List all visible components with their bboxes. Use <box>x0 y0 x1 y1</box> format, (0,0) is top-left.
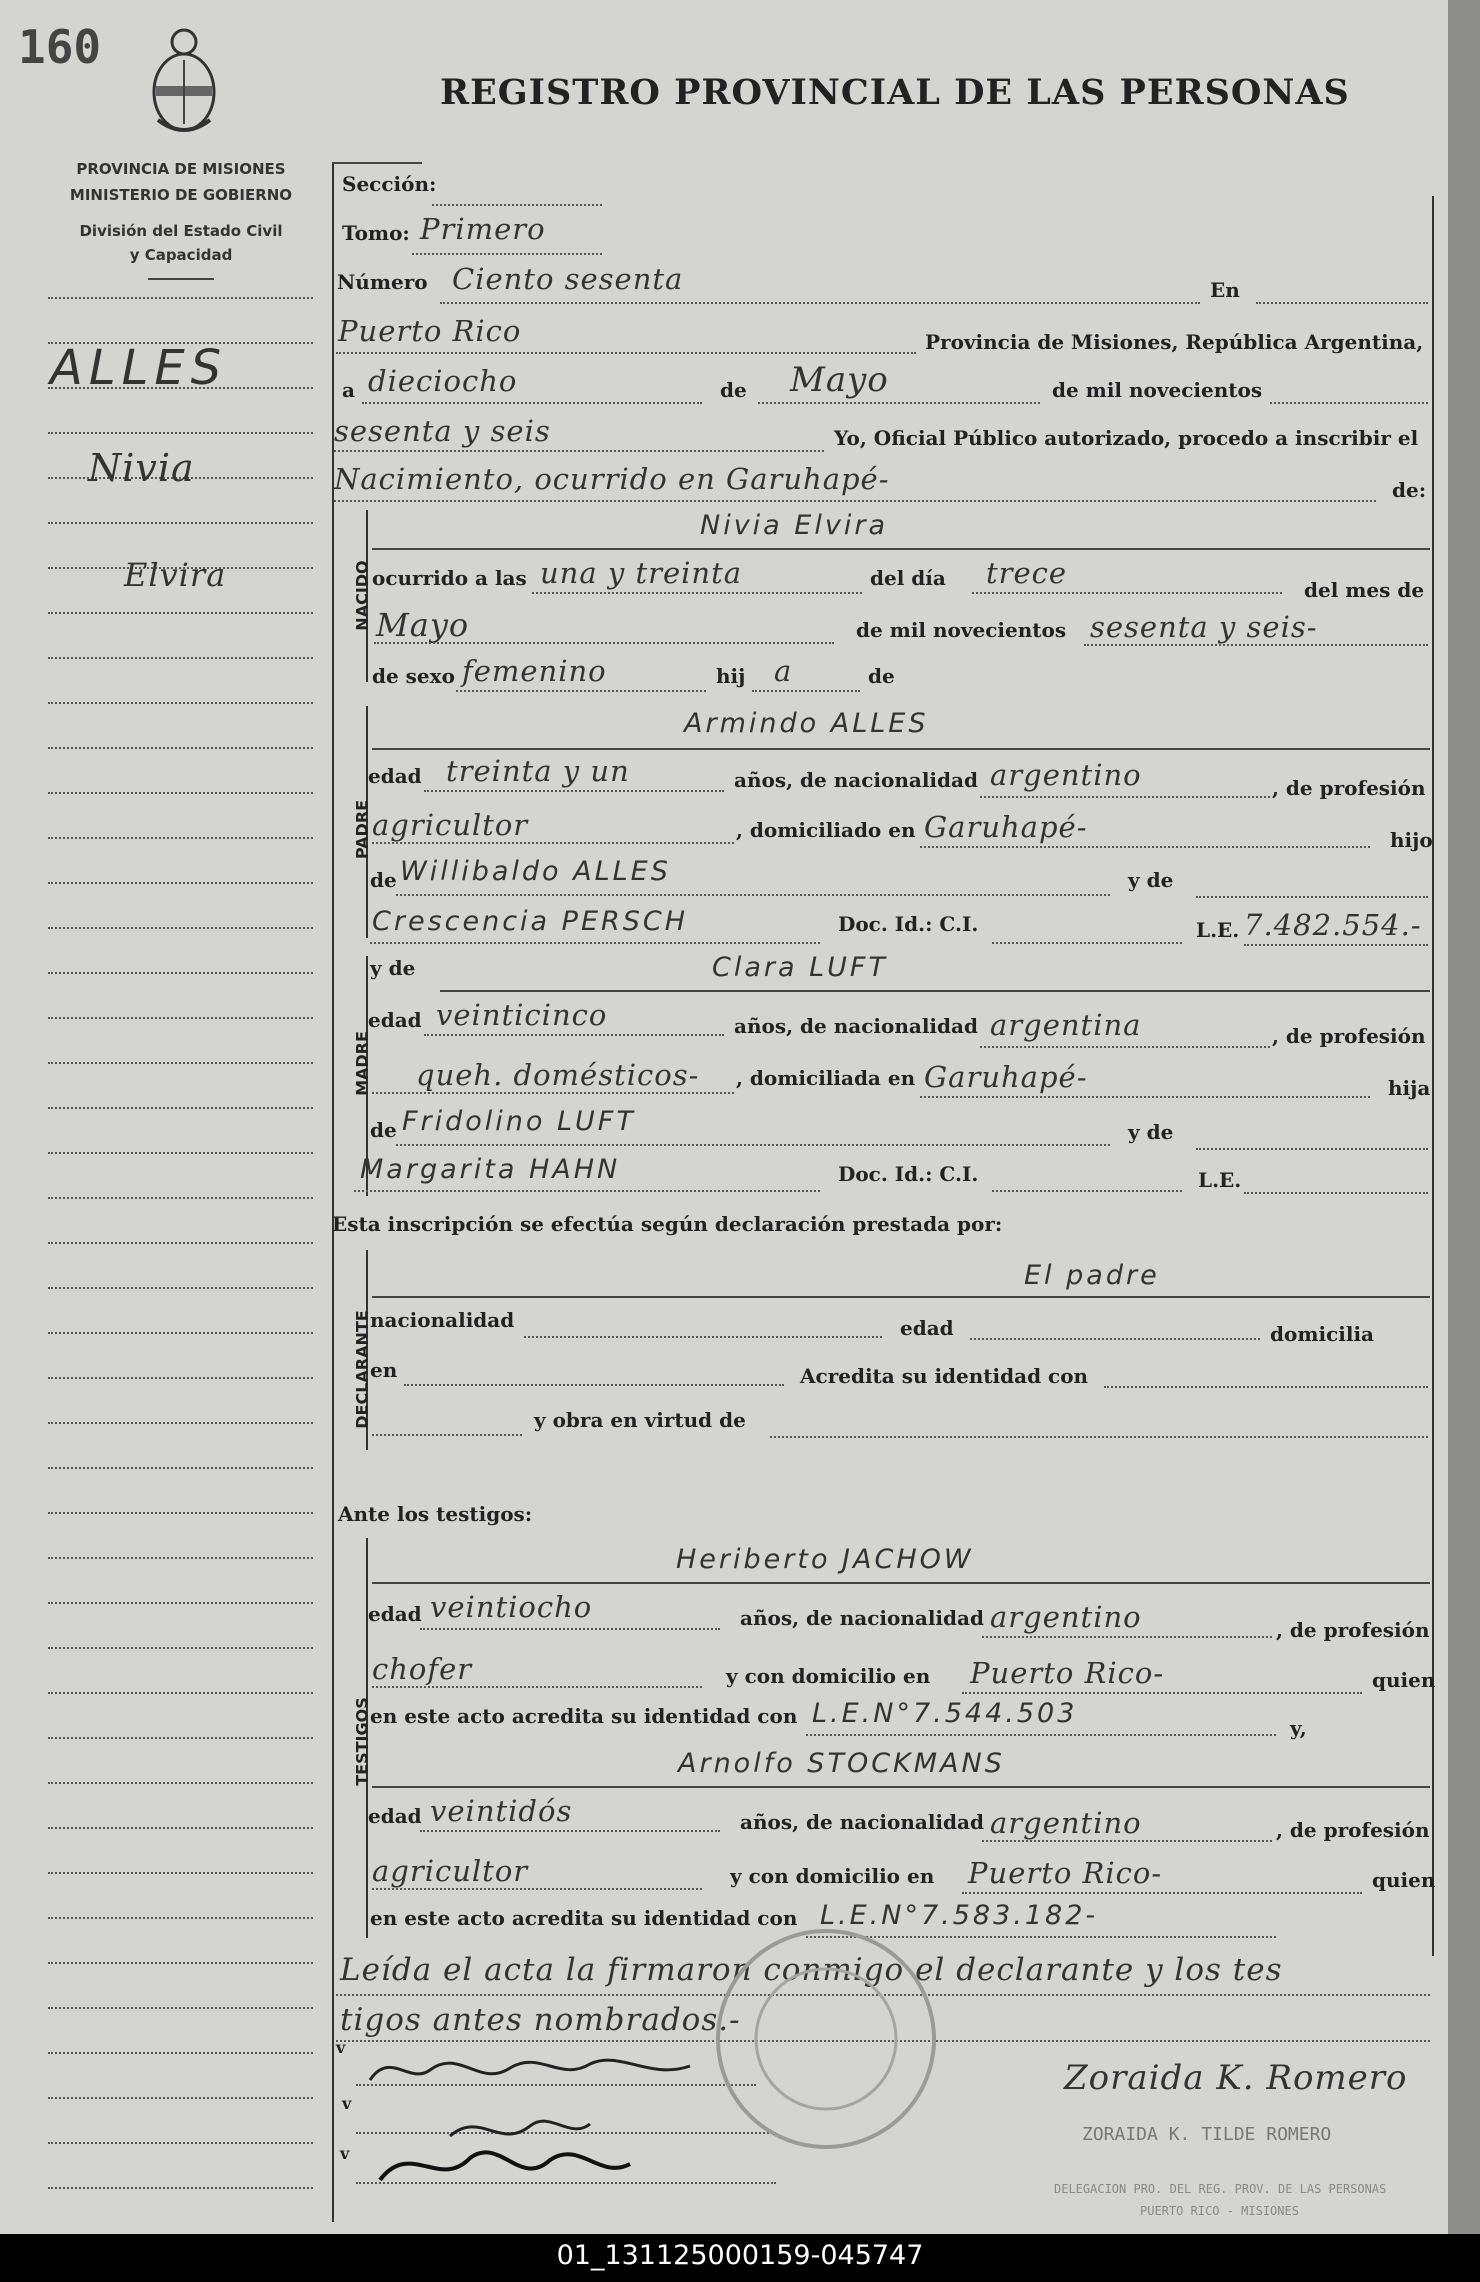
padre-yde-label: y de <box>1128 868 1174 892</box>
birth-day-value: trece <box>986 556 1068 590</box>
madre-doc-label: Doc. Id.: C.I. <box>838 1162 979 1186</box>
tomo-label: Tomo: <box>342 221 410 245</box>
footer-id: 01_131125000159-045747 <box>556 2240 924 2271</box>
stamp-line-3: PUERTO RICO - MISIONES <box>1140 2204 1299 2218</box>
folio-number: 160 <box>18 20 102 74</box>
day-value: dieciocho <box>368 364 518 398</box>
birth-month-value: Mayo <box>376 606 470 644</box>
madre-mother-value: Margarita HAHN <box>360 1154 621 1185</box>
witness2-edad-label: edad <box>368 1804 422 1828</box>
birth-year-value: sesenta y seis- <box>1090 610 1318 644</box>
padre-de-label: de <box>370 868 397 892</box>
witness1-quien-label: quien <box>1372 1668 1436 1692</box>
stamp-line-2: DELEGACION PRO. DEL REG. PROV. DE LAS PERSONAS <box>1054 2182 1387 2196</box>
office-line-2: MINISTERIO DE GOBIERNO <box>69 186 293 204</box>
madre-edad-label: edad <box>368 1008 422 1032</box>
witness2-profession: agricultor <box>372 1854 529 1888</box>
margin-surname: ALLES <box>50 340 228 396</box>
madre-dom-label: , domiciliada en <box>736 1066 916 1090</box>
witness2-nationality: argentino <box>990 1806 1142 1840</box>
witness1-dom-label: y con domicilio en <box>726 1664 931 1688</box>
tomo-value: Primero <box>420 212 546 246</box>
testigos-section-label: TESTIGOS <box>352 1697 372 1786</box>
witness2-dom-label: y con domicilio en <box>730 1864 935 1888</box>
ocurrido-label: ocurrido a las <box>372 566 527 590</box>
witness1-nac-label: años, de nacionalidad <box>740 1606 984 1630</box>
declarante-nac-label: nacionalidad <box>370 1308 515 1332</box>
padre-nac-label: años, de nacionalidad <box>734 768 978 792</box>
witness1-name: Heriberto JACHOW <box>676 1544 974 1575</box>
padre-edad-label: edad <box>368 764 422 788</box>
witness1-acredita-label: en este acto acredita su identidad con <box>370 1704 798 1728</box>
madre-domicile-value: Garuhapé- <box>924 1060 1088 1094</box>
madre-father-value: Fridolino LUFT <box>402 1106 636 1137</box>
oficial-text: Yo, Oficial Público autorizado, procedo a inscribir el <box>834 426 1419 450</box>
madre-yde-label: y de <box>370 956 416 980</box>
witness1-edad-label: edad <box>368 1602 422 1626</box>
madre-section-label: MADRE <box>352 1031 372 1096</box>
madre-de-label: de <box>370 1118 397 1142</box>
margin-name-1: Nivia <box>88 446 195 490</box>
madre-profession-value: queh. domésticos- <box>416 1058 700 1092</box>
witness1-nationality: argentino <box>990 1600 1142 1634</box>
madre-le-label: L.E. <box>1198 1168 1242 1192</box>
registry-seal-icon <box>706 1924 946 2154</box>
sexo-label: de sexo <box>372 664 455 688</box>
padre-prof-label: , de profesión <box>1272 776 1426 800</box>
witness2-id: L.E.N°7.583.182- <box>820 1900 1099 1931</box>
mil-text: de mil novecientos <box>1052 378 1263 402</box>
nacido-section-label: NACIDO <box>352 560 372 631</box>
declarante-section-label: DECLARANTE <box>352 1310 372 1429</box>
madre-age-value: veinticinco <box>436 998 608 1032</box>
dia-label: del día <box>870 566 946 590</box>
signature-mark-1: v <box>336 2038 346 2057</box>
witness2-nac-label: años, de nacionalidad <box>740 1810 984 1834</box>
padre-dom-label: , domiciliado en <box>736 818 916 842</box>
padre-hijo-label: hijo <box>1390 828 1433 852</box>
padre-nationality-value: argentino <box>990 758 1142 792</box>
declarante-obra-label: y obra en virtud de <box>534 1408 746 1432</box>
witness2-age: veintidós <box>430 1794 573 1828</box>
closing-line-1: Leída el acta la firmaron conmigo el declarante y los tes <box>340 1952 1283 1988</box>
stamp-name: ZORAIDA K. TILDE ROMERO <box>1082 2124 1332 2145</box>
signature-mark-3: v <box>340 2144 350 2163</box>
nacido-de-label: de <box>868 664 895 688</box>
coat-of-arms-icon <box>138 20 230 142</box>
padre-section-label: PADRE <box>352 799 372 860</box>
witness2-acredita-label: en este acto acredita su identidad con <box>370 1906 798 1930</box>
de-colon-label: de: <box>1392 478 1427 502</box>
de-label: de <box>720 378 747 402</box>
padre-age-value: treinta y un <box>446 754 630 788</box>
madre-prof-label: , de profesión <box>1272 1024 1426 1048</box>
event-value: Nacimiento, ocurrido en Garuhapé- <box>334 462 890 496</box>
witness2-domicile: Puerto Rico- <box>968 1856 1163 1890</box>
padre-father-value: Willibaldo ALLES <box>400 856 671 887</box>
numero-value: Ciento sesenta <box>452 262 684 296</box>
padre-mother-value: Crescencia PERSCH <box>372 906 689 937</box>
witness1-age: veintiocho <box>430 1590 593 1624</box>
declarante-acredita-label: Acredita su identidad con <box>800 1364 1089 1388</box>
seccion-label: Sección: <box>342 172 437 196</box>
padre-name: Armindo ALLES <box>684 708 929 739</box>
signature-mark-2: v <box>342 2094 352 2113</box>
office-line-3: División del Estado Civil <box>79 222 283 240</box>
padre-doc-label: Doc. Id.: C.I. <box>838 912 979 936</box>
official-signature: Zoraida K. Romero <box>1064 2058 1408 2098</box>
padre-domicile-value: Garuhapé- <box>924 810 1088 844</box>
declaracion-text: Esta inscripción se efectúa según declaración prestada por: <box>332 1212 1003 1236</box>
year-value: sesenta y seis <box>334 414 551 448</box>
madre-nac-label: años, de nacionalidad <box>734 1014 978 1038</box>
page-edge-shadow <box>1448 0 1480 2234</box>
madre-hija-label: hija <box>1388 1076 1431 1100</box>
office-line-4: y Capacidad <box>129 246 233 264</box>
hij-label: hij <box>716 664 746 688</box>
padre-le-label: L.E. <box>1196 918 1240 942</box>
padre-profession-value: agricultor <box>372 808 529 842</box>
madre-name: Clara LUFT <box>712 952 888 983</box>
declarante-edad-label: edad <box>900 1316 954 1340</box>
madre-nationality-value: argentina <box>990 1008 1142 1042</box>
witness1-profession: chofer <box>372 1652 473 1686</box>
provincia-text: Provincia de Misiones, República Argentina, <box>925 330 1424 354</box>
numero-label: Número <box>337 270 428 294</box>
birth-mil-label: de mil novecientos <box>856 618 1067 642</box>
closing-line-2: tigos antes nombrados.- <box>340 2002 741 2038</box>
madre-yde2-label: y de <box>1128 1120 1174 1144</box>
declarante-dom-label: domicilia <box>1270 1322 1375 1346</box>
margin-name-2: Elvira <box>124 556 227 594</box>
a-label: a <box>342 378 355 402</box>
declarante-name: El padre <box>1024 1260 1160 1291</box>
en-label: En <box>1210 278 1240 302</box>
declarante-en-label: en <box>370 1358 398 1382</box>
place-value: Puerto Rico <box>338 314 522 348</box>
time-value: una y treinta <box>540 556 743 590</box>
witness1-id: L.E.N°7.544.503 <box>812 1698 1078 1729</box>
witness2-name: Arnolfo STOCKMANS <box>678 1748 1005 1779</box>
hij-value: a <box>774 654 793 688</box>
ante-testigos-text: Ante los testigos: <box>338 1502 533 1526</box>
sexo-value: femenino <box>462 654 607 688</box>
witness2-quien-label: quien <box>1372 1868 1436 1892</box>
document-title: REGISTRO PROVINCIAL DE LAS PERSONAS <box>440 72 1350 113</box>
witness1-domicile: Puerto Rico- <box>970 1656 1165 1690</box>
witness1-prof-label: , de profesión <box>1276 1618 1430 1642</box>
padre-le-value: 7.482.554.- <box>1244 908 1422 942</box>
office-line-1: PROVINCIA DE MISIONES <box>76 160 286 178</box>
mes-label: del mes de <box>1304 578 1425 602</box>
witness2-prof-label: , de profesión <box>1276 1818 1430 1842</box>
nacido-name: Nivia Elvira <box>700 510 888 541</box>
witness1-y-label: y, <box>1290 1716 1307 1740</box>
month-value: Mayo <box>790 360 889 400</box>
